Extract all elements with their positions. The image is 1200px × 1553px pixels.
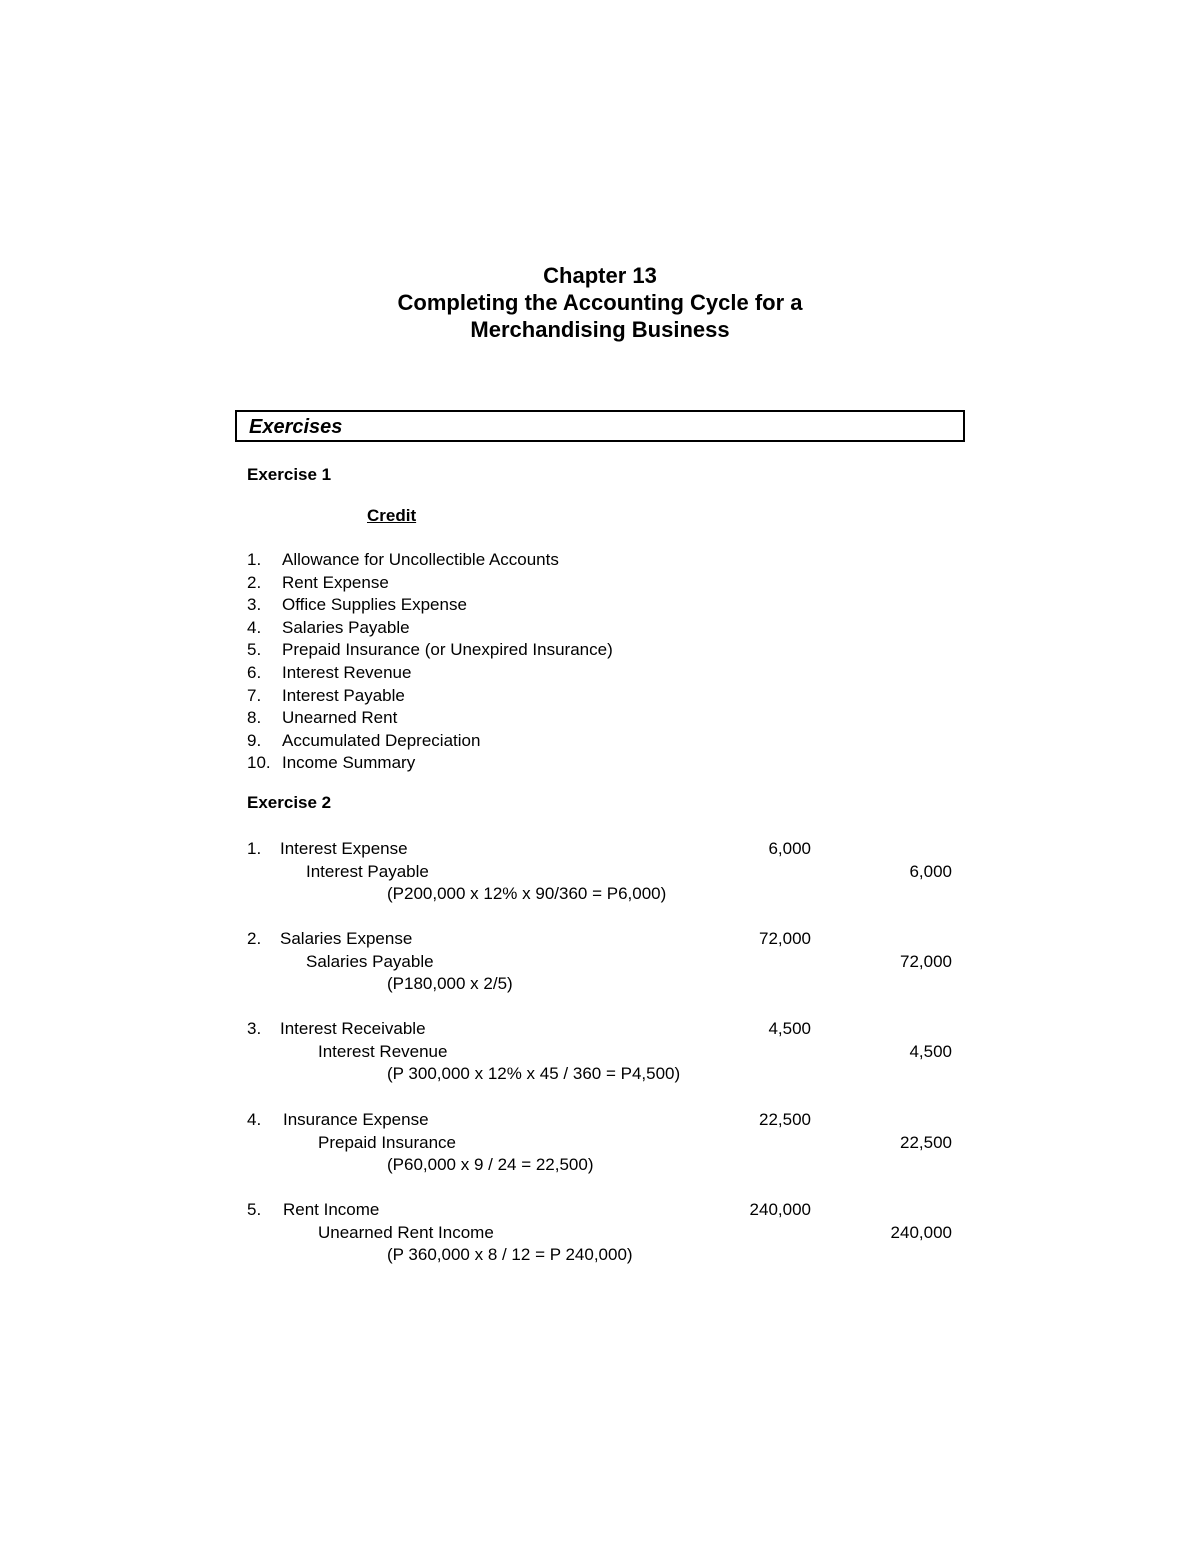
- debit-amount: 240,000: [749, 1200, 811, 1219]
- list-item: [247, 685, 613, 708]
- computation-note: (P60,000 x 9 / 24 = 22,500): [387, 1155, 594, 1175]
- list-item-number: 1.: [247, 550, 262, 569]
- credit-account: Salaries Payable: [306, 951, 434, 971]
- list-item-text: Income Summary: [282, 753, 416, 773]
- list-item: [247, 752, 613, 775]
- debit-amount: 22,500: [759, 1110, 811, 1129]
- credit-amount: 4,500: [909, 1041, 952, 1061]
- journal-entry-4: [0, 1109, 1200, 1177]
- chapter-title-block: [0, 262, 1200, 343]
- computation-note: (P 300,000 x 12% x 45 / 360 = P4,500): [387, 1064, 681, 1084]
- credit-account: Interest Revenue: [318, 1041, 448, 1061]
- list-item-number: 6.: [247, 662, 262, 682]
- list-item-number: 3.: [247, 595, 262, 615]
- entry-number: 4.: [247, 1110, 262, 1129]
- list-item: [247, 617, 613, 640]
- journal-entry-5: [0, 1199, 1200, 1267]
- list-item: [247, 730, 613, 753]
- credit-account: Interest Payable: [306, 861, 429, 881]
- computation-note: (P200,000 x 12% x 90/360 = P6,000): [387, 884, 667, 904]
- chapter-number: Chapter 13: [543, 263, 657, 288]
- list-item-text: Interest Revenue: [282, 662, 412, 682]
- list-item-text: Accumulated Depreciation: [282, 730, 481, 750]
- list-item-text: Allowance for Uncollectible Accounts: [282, 550, 559, 569]
- entry-number: 2.: [247, 929, 262, 948]
- list-item-number: 2.: [247, 572, 262, 592]
- list-item-text: Office Supplies Expense: [282, 595, 467, 615]
- credit-column-heading: Credit: [367, 506, 417, 525]
- credit-amount: 72,000: [900, 951, 952, 971]
- list-item-text: Unearned Rent: [282, 708, 398, 728]
- list-item-number: 7.: [247, 685, 262, 705]
- list-item: [247, 594, 613, 617]
- journal-entry-1: [0, 838, 1200, 906]
- exercise-2-heading: Exercise 2: [247, 793, 332, 812]
- credit-account: Unearned Rent Income: [318, 1222, 494, 1242]
- journal-entry-3: [0, 1018, 1200, 1086]
- list-item: [247, 572, 613, 595]
- entry-number: 3.: [247, 1019, 262, 1038]
- list-item: [247, 707, 613, 730]
- exercises-section-header: [235, 410, 965, 442]
- computation-note: (P180,000 x 2/5): [387, 974, 513, 994]
- debit-account: Rent Income: [283, 1200, 380, 1219]
- credit-amount: 6,000: [909, 861, 952, 881]
- credit-account: Prepaid Insurance: [318, 1132, 456, 1152]
- journal-entry-2: [0, 928, 1200, 996]
- chapter-title-line-2: Merchandising Business: [470, 317, 730, 342]
- list-item: [247, 662, 613, 685]
- list-item-text: Interest Payable: [282, 685, 405, 705]
- list-item-text: Salaries Payable: [282, 617, 410, 637]
- list-item-number: 8.: [247, 708, 262, 728]
- debit-account: Insurance Expense: [283, 1110, 429, 1129]
- debit-amount: 72,000: [759, 929, 811, 948]
- exercise-1-list: [247, 549, 613, 775]
- debit-amount: 6,000: [768, 839, 811, 858]
- chapter-title-line-1: Completing the Accounting Cycle for a: [397, 290, 803, 315]
- list-item: [247, 549, 613, 572]
- list-item-number: 10.: [247, 753, 271, 773]
- entry-number: 1.: [247, 839, 262, 858]
- exercises-section-label: Exercises: [249, 416, 343, 438]
- list-item-number: 4.: [247, 617, 262, 637]
- debit-account: Interest Receivable: [280, 1019, 426, 1038]
- list-item: [247, 639, 613, 662]
- debit-account: Interest Expense: [280, 839, 408, 858]
- credit-amount: 22,500: [900, 1132, 952, 1152]
- list-item-text: Prepaid Insurance (or Unexpired Insurance): [282, 640, 613, 660]
- entry-number: 5.: [247, 1200, 262, 1219]
- debit-account: Salaries Expense: [280, 929, 413, 948]
- computation-note: (P 360,000 x 8 / 12 = P 240,000): [387, 1245, 633, 1265]
- exercise-1-heading: Exercise 1: [247, 465, 332, 484]
- list-item-number: 9.: [247, 730, 262, 750]
- debit-amount: 4,500: [768, 1019, 811, 1038]
- credit-amount: 240,000: [890, 1222, 952, 1242]
- list-item-text: Rent Expense: [282, 572, 389, 592]
- list-item-number: 5.: [247, 640, 262, 660]
